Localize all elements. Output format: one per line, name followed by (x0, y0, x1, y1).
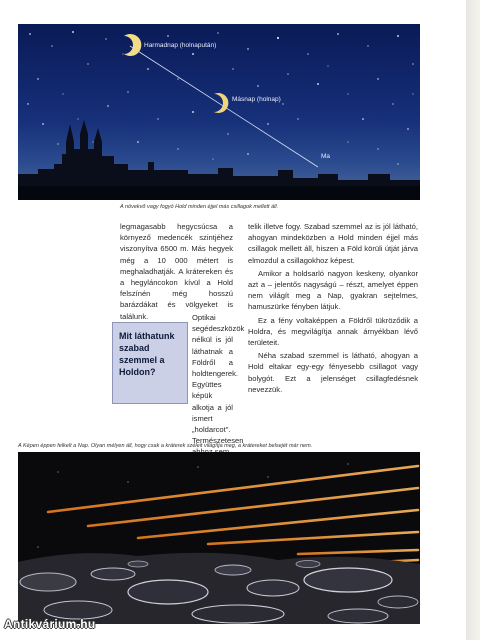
night-sky-illustration (18, 24, 420, 200)
label-day-after-tomorrow: Harmadnap (holnapután) (144, 42, 217, 49)
lunar-drawing (18, 452, 420, 624)
crescent-moon-today (308, 153, 317, 171)
ground-band (18, 186, 420, 200)
crescent-moon-day-after-tomorrow (124, 34, 141, 56)
page-edge (466, 0, 480, 640)
label-tomorrow: Másnap (holnap) (232, 96, 281, 103)
sunlight-rays (48, 466, 418, 562)
sidebar-question: Mit láthatunk szabad szemmel a Holdon? (119, 331, 175, 377)
sky-drawing (18, 24, 420, 200)
left-paragraph-1: legmagasabb hegycsúcsa a környező medencék szintjéhez viszonyítva 6500 m. Más hegyek még a 10 000 métert is meghaladhatják. A krátereken és a hegyláncokon kívül a Hold felszínén még hosszú barázdákat és völgyeket is találunk. (120, 222, 233, 321)
question-sidebar (112, 322, 188, 404)
left-column-top (120, 221, 233, 322)
right-paragraph-3: Ez a fény voltaképpen a Földről tükröződik a Holdra, és megvilágítja annak árnyékban lévő területeit. (248, 315, 418, 348)
space-stars (38, 464, 349, 548)
crescent-moon-tomorrow (214, 93, 228, 113)
left-paragraph-2: Optikai segédeszközök nélkül is jól láthatnak a Földről a holdtengerek. Együttes képük alkotja a jól ismert „holdarcot". Természetesen (192, 313, 245, 446)
lunar-surface-illustration (18, 452, 420, 624)
bottom-figure-caption: A Képen éppen felkelt a Nap. Olyan mélyen áll, hogy csak a kráterek széleit világítja meg, a krátereket belsejét már nem. (18, 443, 313, 449)
crater-field (18, 553, 420, 624)
top-figure-caption: A növekvő vagy fogyó Hold minden éjjel más csillagok mellett áll. (120, 204, 279, 210)
right-column (248, 221, 418, 395)
watermark-text: Antikvárium.hu (4, 617, 96, 631)
right-paragraph-2: Amikor a holdsarló nagyon keskeny, olyankor azt a – jelentős nagyságú – részt, amelyet éppen nem világít meg a Nap, gyakran sejtelmes, hamuszürke fényben látjuk. (248, 268, 418, 312)
right-paragraph-4: Néha szabad szemmel is látható, ahogyan a Hold eltakar egy-egy fényesebb csillagot vagy bolygót. Ezt a jelenséget csillagfedésnek nevezzük. (248, 351, 418, 394)
label-today: Ma (321, 153, 331, 160)
right-paragraph-1: telik illetve fogy. Szabad szemmel az is jól látható, ahogyan mindeközben a Hold minden éjjel más csillagok mellett áll, hiszen a Föld körüli útját járva elmozdul a csillagokhoz képest. (248, 222, 418, 265)
